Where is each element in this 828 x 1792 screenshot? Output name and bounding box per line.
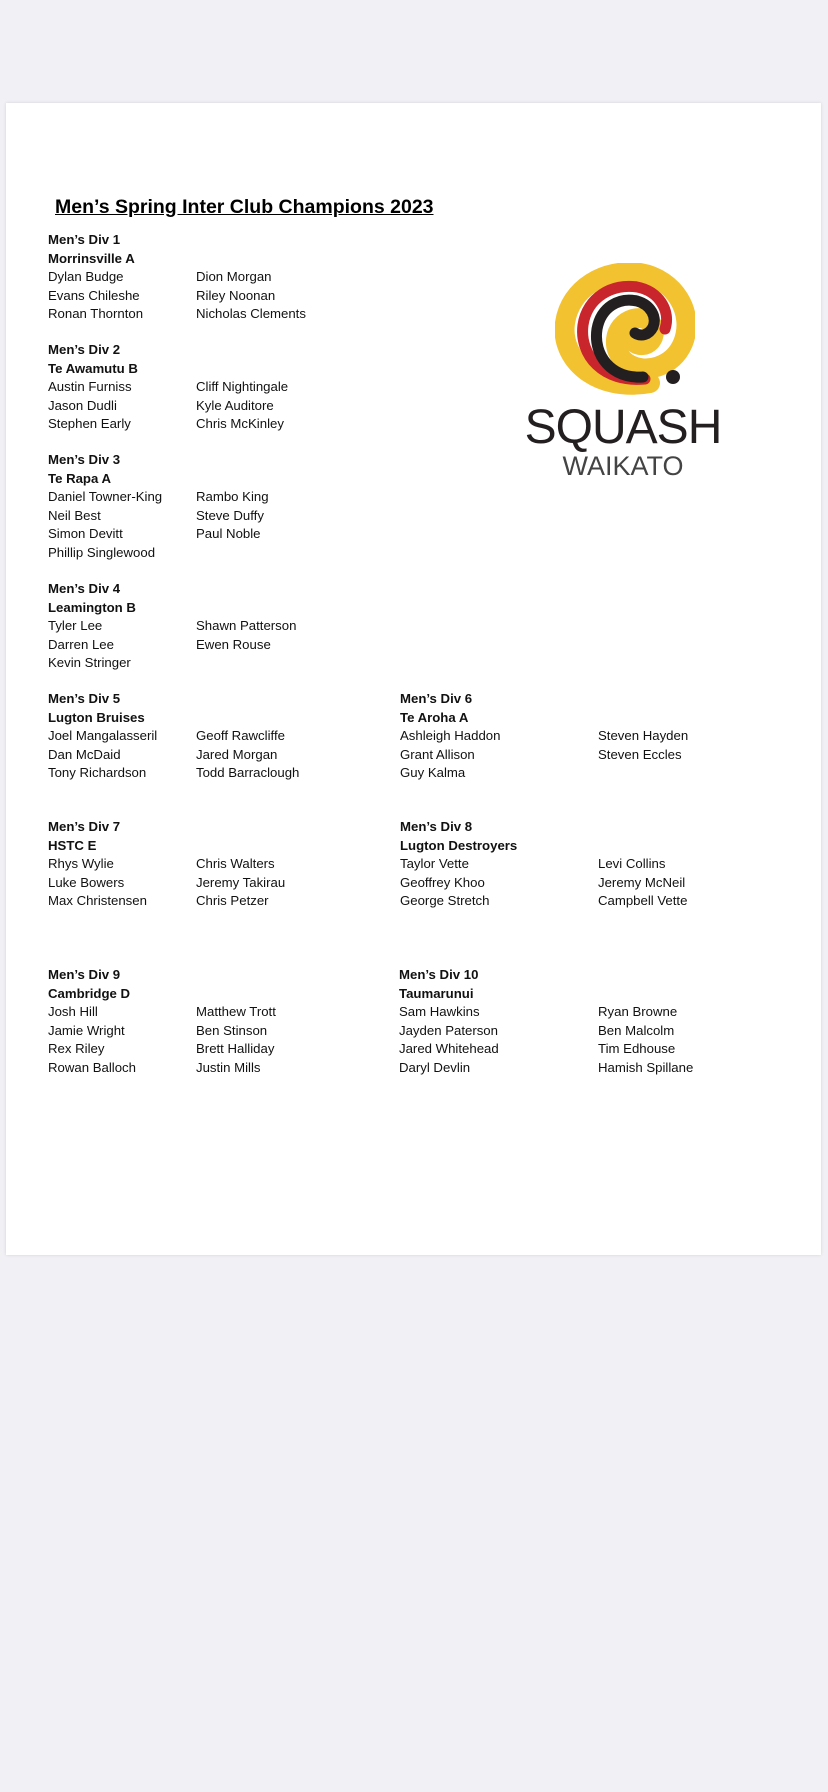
player-name: Darren Lee	[48, 636, 114, 652]
player-name: Dion Morgan	[196, 269, 272, 284]
player-column	[598, 727, 688, 764]
player-name: Kyle Auditore	[196, 397, 274, 413]
division-name: Men’s Div 5	[48, 691, 121, 706]
logo-text-waikato: WAIKATO	[562, 451, 684, 481]
squash-waikato-logo	[518, 263, 728, 503]
player-name: Daniel Towner-King	[48, 489, 163, 504]
player-name: Ronan Thornton	[48, 306, 144, 321]
player-name: Paul Noble	[196, 526, 261, 541]
team-name: Te Rapa A	[48, 470, 112, 486]
player-name: Hamish Spillane	[598, 1059, 694, 1075]
player-name: Geoff Rawcliffe	[196, 728, 285, 743]
player-name: Jamie Wright	[48, 1022, 125, 1038]
player-name: Daryl Devlin	[399, 1059, 471, 1075]
player-name: Tyler Lee	[48, 618, 103, 633]
player-name: Rowan Balloch	[48, 1059, 136, 1075]
division-name: Men’s Div 1	[48, 232, 121, 247]
player-column	[598, 855, 687, 911]
player-column	[598, 1003, 693, 1077]
division-block	[48, 231, 306, 324]
player-column	[196, 488, 269, 544]
player-name: Josh Hill	[48, 1004, 98, 1019]
player-name: Todd Barraclough	[196, 765, 300, 780]
player-name: Max Christensen	[48, 893, 147, 908]
division-block	[48, 341, 289, 434]
player-name: Brett Halliday	[196, 1041, 275, 1056]
player-column	[196, 617, 296, 654]
team-name: Lugton Bruises	[48, 709, 145, 725]
player-name: Ben Stinson	[196, 1022, 268, 1038]
player-name: Ewen Rouse	[196, 636, 271, 652]
division-block	[400, 818, 688, 911]
player-name: Joel Mangalasseril	[48, 728, 158, 743]
division-name: Men’s Div 10	[399, 967, 479, 982]
player-column	[399, 1003, 499, 1077]
player-name: Dylan Budge	[48, 269, 124, 284]
player-name: Rambo King	[196, 489, 269, 504]
squash-swirl-icon	[555, 263, 695, 403]
division-block	[48, 818, 286, 911]
player-column	[196, 855, 285, 911]
team-name: Leamington B	[48, 599, 136, 615]
player-name: Ryan Browne	[598, 1004, 678, 1019]
player-column	[48, 488, 162, 562]
player-column	[196, 378, 288, 434]
player-name: Evans Chileshe	[48, 287, 140, 303]
team-name: Lugton Destroyers	[400, 837, 518, 853]
division-block	[48, 966, 276, 1077]
player-name: Jeremy Takirau	[196, 874, 286, 890]
player-column	[196, 268, 306, 324]
player-column	[196, 1003, 276, 1077]
player-name: Taylor Vette	[400, 856, 469, 871]
team-name: HSTC E	[48, 837, 97, 853]
player-name: Rhys Wylie	[48, 856, 114, 871]
player-name: Matthew Trott	[196, 1004, 276, 1019]
document-page	[6, 103, 821, 1255]
division-name: Men’s Div 7	[48, 819, 121, 834]
player-column	[48, 617, 131, 673]
player-name: Sam Hawkins	[399, 1004, 480, 1019]
player-name: Jason Dudli	[48, 397, 117, 413]
division-name: Men’s Div 6	[400, 691, 473, 706]
player-name: Tim Edhouse	[598, 1041, 676, 1056]
player-column	[48, 1003, 136, 1077]
player-name: Neil Best	[48, 507, 101, 523]
division-block	[400, 690, 689, 783]
player-name: Steven Hayden	[598, 728, 689, 743]
division-block	[48, 580, 297, 673]
player-name: Jared Morgan	[196, 746, 278, 762]
player-name: Ben Malcolm	[598, 1022, 675, 1038]
player-column	[48, 268, 143, 324]
player-name: Stephen Early	[48, 416, 131, 431]
division-name: Men’s Div 8	[400, 819, 473, 834]
division-name: Men’s Div 4	[48, 581, 121, 596]
player-name: Guy Kalma	[400, 765, 466, 780]
player-name: Campbell Vette	[598, 893, 688, 908]
player-name: Chris Walters	[196, 856, 275, 871]
team-name: Te Aroha A	[400, 709, 469, 725]
player-column	[400, 855, 489, 911]
team-name: Taumarunui	[399, 985, 474, 1001]
player-name: Kevin Stringer	[48, 655, 131, 670]
division-name: Men’s Div 2	[48, 342, 121, 357]
division-name: Men’s Div 9	[48, 967, 121, 982]
player-column	[196, 727, 299, 783]
player-name: Justin Mills	[196, 1059, 261, 1075]
division-block	[48, 690, 300, 783]
player-name: Geoffrey Khoo	[400, 874, 485, 890]
player-name: Austin Furniss	[48, 379, 132, 394]
player-name: Shawn Patterson	[196, 618, 297, 633]
player-name: Jared Whitehead	[399, 1041, 499, 1056]
player-column	[48, 855, 147, 911]
player-name: Levi Collins	[598, 856, 666, 871]
player-name: Tony Richardson	[48, 765, 147, 780]
logo-text-squash: SQUASH	[524, 401, 722, 454]
division-block	[48, 451, 269, 562]
player-name: Ashleigh Haddon	[400, 728, 501, 743]
player-name: Dan McDaid	[48, 746, 121, 762]
player-name: Chris Petzer	[196, 893, 269, 908]
team-name: Cambridge D	[48, 985, 131, 1001]
player-column	[400, 727, 500, 783]
player-name: Rex Riley	[48, 1041, 105, 1056]
team-name: Te Awamutu B	[48, 360, 138, 376]
player-column	[48, 727, 157, 783]
player-name: Jayden Paterson	[399, 1022, 498, 1038]
player-name: Nicholas Clements	[196, 306, 306, 321]
player-name: Steven Eccles	[598, 746, 682, 762]
player-name: Grant Allison	[400, 746, 475, 762]
player-name: Riley Noonan	[196, 287, 276, 303]
team-name: Morrinsville A	[48, 250, 135, 266]
division-block	[399, 966, 694, 1077]
player-name: George Stretch	[400, 893, 490, 908]
player-name: Phillip Singlewood	[48, 544, 156, 560]
player-name: Jeremy McNeil	[598, 874, 686, 890]
document-title: Men’s Spring Inter Club Champions 2023	[55, 196, 434, 218]
player-name: Chris McKinley	[196, 416, 284, 431]
player-column	[48, 378, 132, 434]
player-name: Simon Devitt	[48, 526, 123, 541]
player-name: Luke Bowers	[48, 874, 125, 890]
division-name: Men’s Div 3	[48, 452, 121, 467]
player-name: Steve Duffy	[196, 507, 264, 523]
player-name: Cliff Nightingale	[196, 379, 289, 394]
